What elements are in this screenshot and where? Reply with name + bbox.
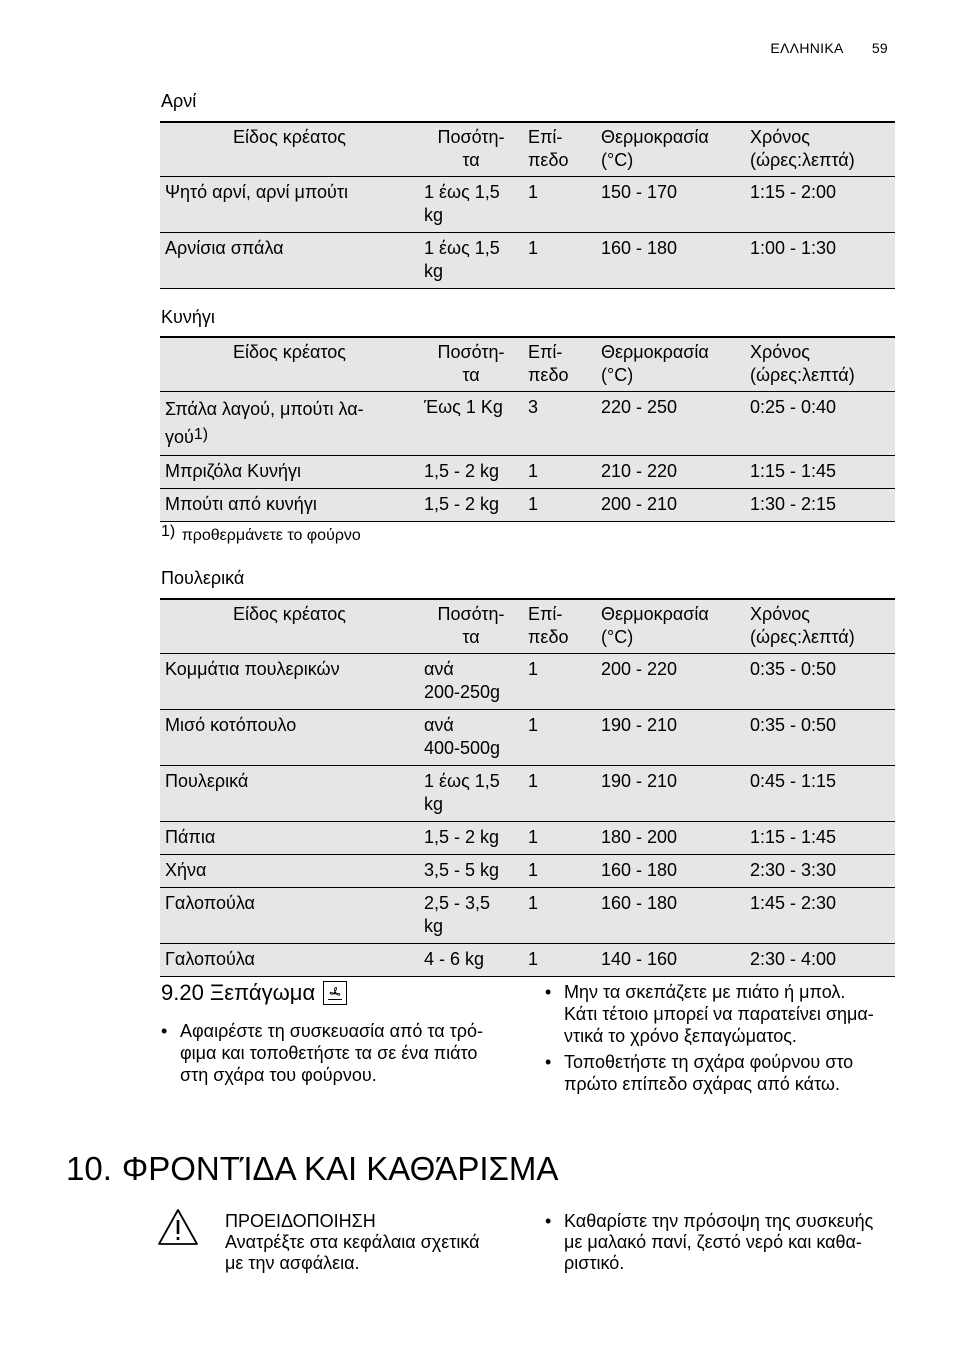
table-row bbox=[160, 944, 895, 977]
cell-time: 0:35 - 0:50 bbox=[750, 659, 837, 679]
column-header-quantity: Ποσότη- τα bbox=[437, 127, 505, 170]
cell-temperature: 210 - 220 bbox=[601, 461, 678, 481]
table-header-row bbox=[160, 599, 895, 654]
cell-time: 1:30 - 2:15 bbox=[750, 494, 837, 514]
cell-time: 1:45 - 2:30 bbox=[750, 893, 837, 913]
list-item: • Αφαιρέστε τη συσκευασία από τα τρό- φιμα και τοποθετήστε τα σε ένα πιάτο στη σχάρα του φούρνου. bbox=[161, 1020, 521, 1086]
column-header-time: Χρόνος (ώρες:λεπτά) bbox=[750, 604, 855, 647]
column-header-time: Χρόνος (ώρες:λεπτά) bbox=[750, 127, 855, 170]
table-row bbox=[160, 456, 895, 489]
lamb-table bbox=[160, 121, 895, 289]
list-item: • Μην τα σκεπάζετε με πιάτο ή μπολ. Κάτι τέτοιο μπορεί να παρατείνει σημα- ντικά το χρόνο ξεπαγώματος. bbox=[545, 981, 905, 1047]
cell-temperature: 140 - 160 bbox=[601, 949, 678, 969]
cell-quantity: 3,5 - 5 kg bbox=[424, 860, 500, 880]
warning-text-line: με την ασφάλεια. bbox=[225, 1253, 360, 1273]
column-header-level: Επί- πεδο bbox=[528, 127, 569, 170]
cell-time: 0:45 - 1:15 bbox=[750, 771, 837, 791]
table-row bbox=[160, 822, 895, 855]
cell-level: 1 bbox=[528, 893, 539, 913]
chapter-title: ΦΡΟΝΤΊΔΑ ΚΑΙ ΚΑΘΆΡΙΣΜΑ bbox=[121, 1150, 559, 1187]
cell-level: 1 bbox=[528, 827, 539, 847]
table-row bbox=[160, 392, 895, 456]
cell-quantity: Έως 1 Kg bbox=[424, 397, 503, 417]
cell-temperature: 220 - 250 bbox=[601, 397, 678, 417]
cell-level: 1 bbox=[528, 494, 539, 514]
cell-quantity: ανά 400-500g bbox=[424, 715, 501, 758]
cell-meat: Κομμάτια πουλερικών bbox=[165, 659, 340, 679]
cell-time: 1:00 - 1:30 bbox=[750, 238, 837, 258]
cell-level: 1 bbox=[528, 659, 539, 679]
column-header-meat: Είδος κρέατος bbox=[233, 342, 346, 362]
cell-meat: Πάπια bbox=[165, 827, 216, 847]
cell-temperature: 180 - 200 bbox=[601, 827, 678, 847]
cell-quantity: 1,5 - 2 kg bbox=[424, 494, 500, 514]
defrost-left-list bbox=[161, 1020, 521, 1090]
cell-quantity: 1,5 - 2 kg bbox=[424, 827, 500, 847]
table-row bbox=[160, 654, 895, 710]
cell-temperature: 150 - 170 bbox=[601, 182, 678, 202]
cell-time: 1:15 - 1:45 bbox=[750, 461, 837, 481]
warning-title: ΠΡΟΕΙΔΟΠΟΙΗΣΗ bbox=[225, 1211, 376, 1231]
cell-time: 0:25 - 0:40 bbox=[750, 397, 837, 417]
cell-level: 1 bbox=[528, 715, 539, 735]
table-row bbox=[160, 888, 895, 944]
cell-quantity: 2,5 - 3,5 kg bbox=[424, 893, 491, 936]
cell-quantity: 1,5 - 2 kg bbox=[424, 461, 500, 481]
cell-meat: Πουλερικά bbox=[165, 771, 249, 791]
cell-meat: Αρνίσια σπάλα bbox=[165, 238, 284, 258]
column-header-temperature: Θερμοκρασία (°C) bbox=[601, 127, 709, 170]
column-header-quantity: Ποσότη- τα bbox=[437, 342, 505, 385]
cell-meat: Χήνα bbox=[165, 860, 207, 880]
warning-triangle-icon bbox=[156, 1207, 200, 1252]
list-item: • Τοποθετήστε τη σχάρα φούρνου στο πρώτο επίπεδο σχάρας από κάτω. bbox=[545, 1051, 905, 1095]
column-header-quantity: Ποσότη- τα bbox=[437, 604, 505, 647]
footnote-reference: 1) bbox=[193, 426, 209, 443]
cell-time: 1:15 - 1:45 bbox=[750, 827, 837, 847]
cell-meat: Μπούτι από κυνήγι bbox=[165, 494, 317, 514]
table-row bbox=[160, 489, 895, 522]
chapter-heading bbox=[66, 1150, 558, 1188]
footnote-mark: 1) bbox=[161, 523, 176, 540]
cell-temperature: 160 - 180 bbox=[601, 860, 678, 880]
cell-temperature: 200 - 220 bbox=[601, 659, 678, 679]
game-table bbox=[160, 336, 895, 522]
cell-quantity: 4 - 6 kg bbox=[424, 949, 485, 969]
column-header-temperature: Θερμοκρασία (°C) bbox=[601, 342, 709, 385]
lamb-section-title: Αρνί bbox=[161, 91, 197, 111]
cell-level: 3 bbox=[528, 397, 539, 417]
cell-level: 1 bbox=[528, 182, 539, 202]
cell-meat: Μπριζόλα Κυνήγι bbox=[165, 461, 302, 481]
table-footnote bbox=[161, 523, 361, 545]
warning-text-line: Ανατρέξτε στα κεφάλαια σχετικά bbox=[225, 1232, 480, 1252]
cell-level: 1 bbox=[528, 461, 539, 481]
cell-level: 1 bbox=[528, 238, 539, 258]
cell-time: 1:15 - 2:00 bbox=[750, 182, 837, 202]
table-row bbox=[160, 233, 895, 289]
table-row bbox=[160, 710, 895, 766]
poultry-table bbox=[160, 598, 895, 977]
game-section-title: Κυνήγι bbox=[161, 307, 215, 327]
list-item: • Καθαρίστε την πρόσοψη της συσκευής με μαλακό πανί, ζεστό νερό και καθα- ριστικό. bbox=[545, 1211, 915, 1274]
table-row bbox=[160, 855, 895, 888]
cell-meat: Ψητό αρνί, αρνί μπούτι bbox=[165, 182, 348, 202]
column-header-temperature: Θερμοκρασία (°C) bbox=[601, 604, 709, 647]
cell-quantity: 1 έως 1,5 kg bbox=[424, 238, 500, 281]
poultry-section-title: Πουλερικά bbox=[161, 568, 245, 588]
table-header-row bbox=[160, 337, 895, 392]
column-header-meat: Είδος κρέατος bbox=[233, 127, 346, 147]
page-header bbox=[770, 40, 888, 56]
cell-temperature: 190 - 210 bbox=[601, 771, 678, 791]
cell-level: 1 bbox=[528, 860, 539, 880]
chapter-number: 10. bbox=[66, 1150, 112, 1187]
defrost-section-title bbox=[161, 980, 347, 1006]
cell-quantity: ανά 200-250g bbox=[424, 659, 501, 702]
cell-time: 2:30 - 4:00 bbox=[750, 949, 837, 969]
page-number: 59 bbox=[871, 40, 888, 56]
table-row bbox=[160, 177, 895, 233]
cell-time: 2:30 - 3:30 bbox=[750, 860, 837, 880]
defrost-title-text: 9.20 Ξεπάγωμα bbox=[161, 980, 316, 1005]
table-header-row bbox=[160, 122, 895, 177]
cell-quantity: 1 έως 1,5 kg bbox=[424, 771, 500, 814]
table-row bbox=[160, 766, 895, 822]
column-header-level: Επί- πεδο bbox=[528, 342, 569, 385]
cell-temperature: 200 - 210 bbox=[601, 494, 678, 514]
cell-quantity: 1 έως 1,5 kg bbox=[424, 182, 500, 225]
column-header-time: Χρόνος (ώρες:λεπτά) bbox=[750, 342, 855, 385]
cell-meat: Μισό κοτόπουλο bbox=[165, 715, 297, 735]
footnote-text: προθερμάνετε το φούρνο bbox=[181, 527, 361, 544]
cell-meat: Σπάλα λαγού, μπούτι λα- γού1) bbox=[165, 399, 364, 447]
warning-block bbox=[225, 1211, 480, 1274]
cell-temperature: 190 - 210 bbox=[601, 715, 678, 735]
cell-level: 1 bbox=[528, 949, 539, 969]
cell-meat: Γαλοπούλα bbox=[165, 893, 255, 913]
column-header-meat: Είδος κρέατος bbox=[233, 604, 346, 624]
column-header-level: Επί- πεδο bbox=[528, 604, 569, 647]
cell-meat: Γαλοπούλα bbox=[165, 949, 255, 969]
cell-temperature: 160 - 180 bbox=[601, 893, 678, 913]
cell-level: 1 bbox=[528, 771, 539, 791]
cell-temperature: 160 - 180 bbox=[601, 238, 678, 258]
defrost-right-list bbox=[545, 981, 905, 1099]
cleaning-list bbox=[545, 1211, 915, 1278]
cell-time: 0:35 - 0:50 bbox=[750, 715, 837, 735]
header-language: ΕΛΛΗΝΙΚΑ bbox=[770, 40, 844, 56]
defrost-fan-icon bbox=[323, 981, 347, 1005]
